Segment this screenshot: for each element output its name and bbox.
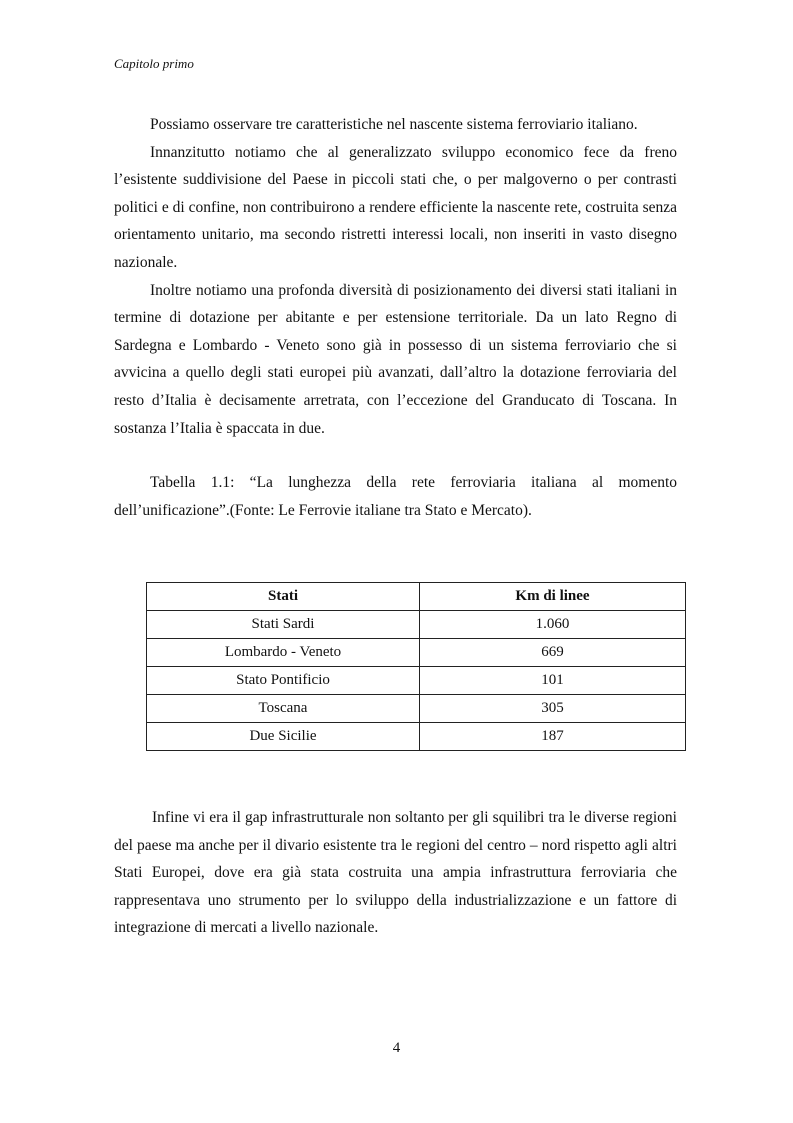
- table-cell: 1.060: [420, 611, 686, 639]
- table-cell: 669: [420, 639, 686, 667]
- main-text: [114, 111, 677, 524]
- paragraph: Inoltre notiamo una profonda diversità di posizionamento dei diversi stati italiani in termine di dotazione per abitante e per estensione territoriale. Da un lato Regno di Sardegna e Lombardo - Veneto sono già in possesso di un sistema ferroviario che si avvicina a quello degli stati europei più avanzati, dall’altro la dotazione ferroviaria del resto d’Italia è decisamente arretrata, con l’eccezione del Granducato di Toscana. In sostanza l’Italia è spaccata in due.: [114, 281, 677, 437]
- table-cell: Lombardo - Veneto: [147, 639, 420, 667]
- table-cell: Due Sicilie: [147, 723, 420, 751]
- table-row: [147, 723, 686, 751]
- table-cell: Stati Sardi: [147, 611, 420, 639]
- table-row: [147, 695, 686, 723]
- paragraph: Infine vi era il gap infrastrutturale non soltanto per gli squilibri tra le diverse regioni del paese ma anche per il divario esistente tra le regioni del centro – nord rispetto agli altri Stati Europei, dove era già stata costruita una ampia infrastruttura ferroviaria che rappresentava uno strumento per lo sviluppo della industrializzazione e un fattore di integrazione di mercati a livello nazionale.: [114, 809, 677, 937]
- table-row: [147, 667, 686, 695]
- closing-text: [114, 804, 677, 942]
- table-header-row: [147, 583, 686, 611]
- header-cell-km: Km di linee: [420, 583, 686, 611]
- table-row: [147, 639, 686, 667]
- table-cell: 187: [420, 723, 686, 751]
- table-cell: Toscana: [147, 695, 420, 723]
- paragraph: Innanzitutto notiamo che al generalizzato sviluppo economico fece da freno l’esistente suddivisione del Paese in piccoli stati che, o per malgoverno o per contrasti politici e di confine, non contribuirono a rendere efficiente la nascente rete, costruita senza orientamento unitario, ma secondo ristretti interessi locali, non inseriti in vasto disegno nazionale.: [114, 143, 677, 271]
- table-cell: Stato Pontificio: [147, 667, 420, 695]
- table-row: [147, 611, 686, 639]
- table-caption: Tabella 1.1: “La lunghezza della rete ferroviaria italiana al momento dell’unificazione”.(Fonte: Le Ferrovie italiane tra Stato e Mercato).: [114, 474, 677, 519]
- page-number: 4: [392, 1040, 401, 1056]
- running-header: Capitolo primo: [114, 56, 194, 71]
- railway-length-table: [146, 582, 686, 751]
- paragraph: Possiamo osservare tre caratteristiche nel nascente sistema ferroviario italiano.: [150, 116, 638, 133]
- table-cell: 305: [420, 695, 686, 723]
- table-cell: 101: [420, 667, 686, 695]
- header-cell-stati: Stati: [147, 583, 420, 611]
